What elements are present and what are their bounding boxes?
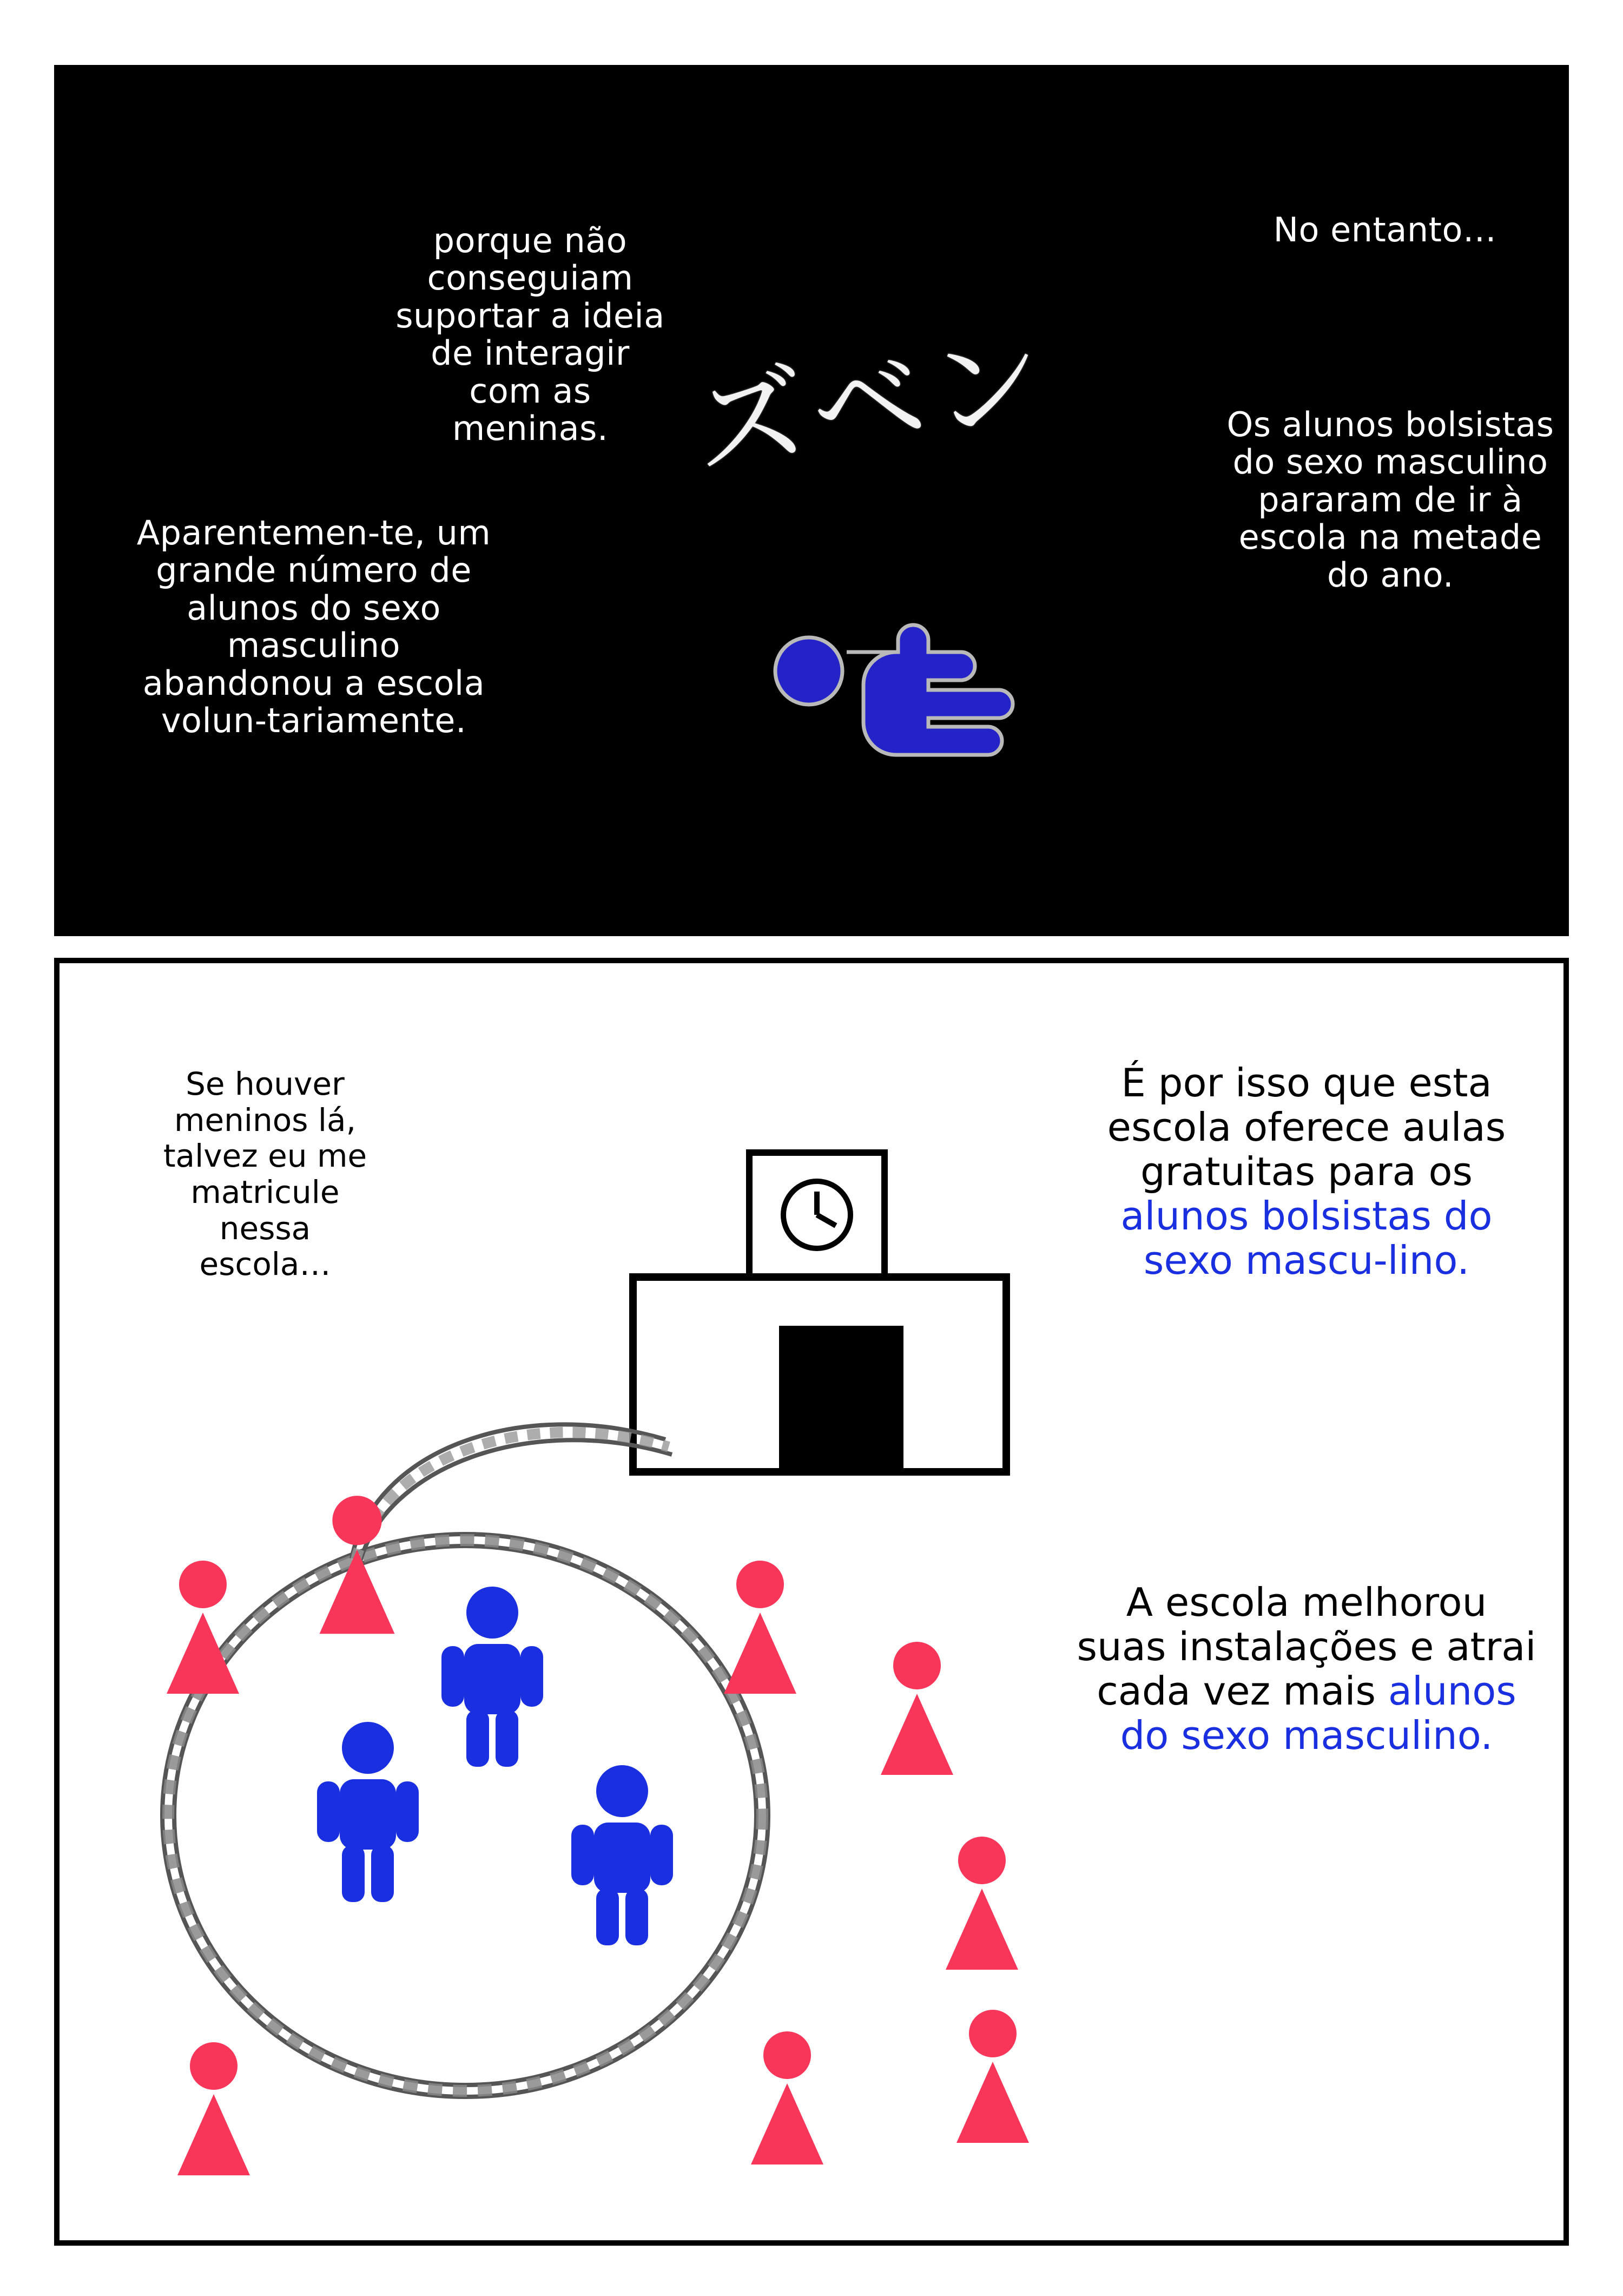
caption-porque-nao-conseguiam: porque não conseguiam suportar a ideia de interagir com as meninas. bbox=[395, 221, 665, 449]
female-figure-icon bbox=[162, 2040, 265, 2186]
caption-escola-melhorou bbox=[1077, 1580, 1536, 1758]
comic-panel-top bbox=[54, 65, 1569, 936]
female-figure-icon bbox=[931, 1834, 1033, 1981]
caption-aulas-gratuitas bbox=[1077, 1061, 1536, 1282]
caption-no-entanto: No entanto… bbox=[1273, 210, 1497, 249]
running-man-icon bbox=[752, 601, 1109, 763]
caption-escola-melhorou-highlight: alunos do sexo masculino. bbox=[1120, 1668, 1516, 1759]
female-figure-icon bbox=[151, 1558, 254, 1705]
sfx-text: ズベン bbox=[685, 313, 1058, 494]
female-figure-icon bbox=[941, 2008, 1044, 2154]
comic-panel-bottom bbox=[54, 958, 1569, 2246]
caption-se-houver-meninos: Se houver meninos lá, talvez eu me matricule nessa escola… bbox=[163, 1065, 367, 1283]
female-figure-icon bbox=[303, 1494, 411, 1645]
caption-escola-melhorou-part1: A escola melhorou suas instalações e atrai cada vez mais bbox=[1077, 1580, 1536, 1714]
female-figure-icon bbox=[866, 1640, 968, 1786]
caption-aparentemente: Aparentemen-te, um grande número de alunos do sexo masculino abandonou a escola volun-tariamente. bbox=[136, 513, 491, 741]
caption-aulas-gratuitas-part1: É por isso que esta escola oferece aulas gratuitas para os bbox=[1107, 1060, 1506, 1195]
caption-alunos-bolsistas: Os alunos bolsistas do sexo masculino pararam de ir à escola na metade do ano. bbox=[1226, 405, 1554, 595]
male-figure-icon bbox=[308, 1721, 427, 1905]
female-figure-icon bbox=[736, 2029, 839, 2175]
male-figure-icon bbox=[433, 1586, 552, 1769]
caption-aulas-gratuitas-highlight: alunos bolsistas do sexo mascu-lino. bbox=[1120, 1193, 1493, 1284]
male-figure-icon bbox=[563, 1764, 682, 1948]
female-figure-icon bbox=[709, 1558, 812, 1705]
